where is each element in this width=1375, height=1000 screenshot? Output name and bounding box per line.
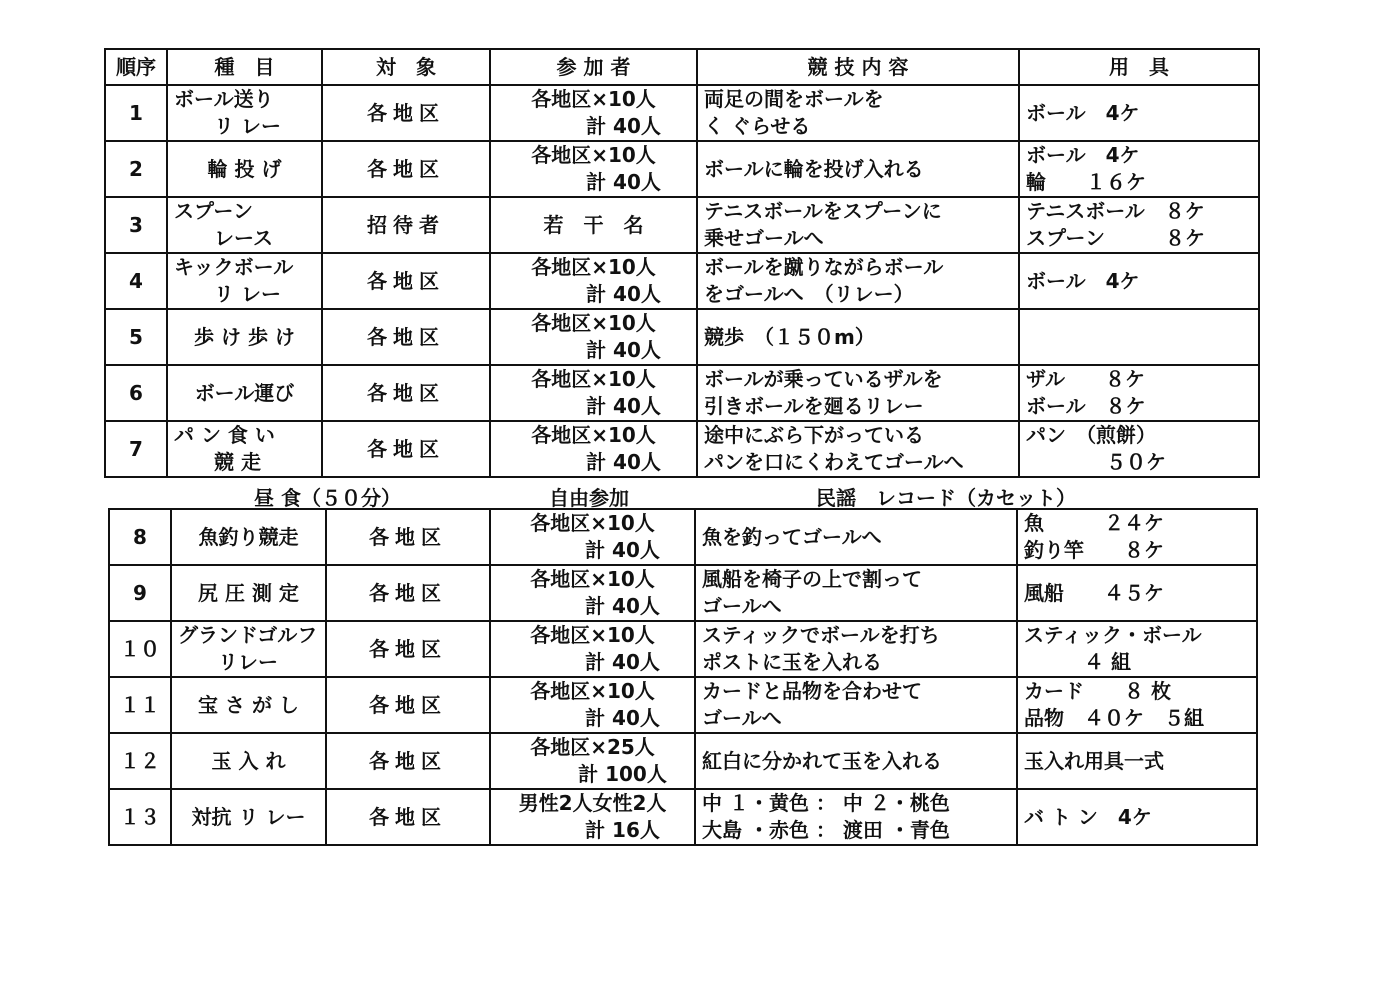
event-participants-line: 各地区×25人: [530, 735, 655, 759]
event-number-line: 5: [129, 324, 143, 349]
free-participation-label: 自由参加: [549, 486, 629, 510]
event-content: [695, 677, 1017, 733]
event-content-line: 紅白に分かれて玉を入れる: [702, 748, 942, 773]
event-equipment-line: ボール 4ケ: [1026, 100, 1140, 125]
event-name: [167, 365, 322, 421]
event-target-line: 各地区: [369, 804, 447, 829]
event-name: [171, 677, 326, 733]
event-number-line: １０: [120, 636, 160, 661]
header-order: 順序: [105, 49, 167, 85]
event-name-line: グランドゴルフ: [178, 623, 318, 647]
event-name: [171, 509, 326, 565]
event-participants: [490, 197, 697, 253]
event-target: [326, 565, 490, 621]
event-equipment-line: スプーン ８ケ: [1026, 226, 1205, 250]
event-content: [695, 733, 1017, 789]
event-content: [697, 197, 1019, 253]
event-content-line: スティックでボールを打ち: [702, 623, 940, 647]
events-table-afternoon: [108, 508, 1258, 846]
event-equipment: [1019, 197, 1259, 253]
event-participants: [490, 621, 695, 677]
event-participants: [490, 309, 697, 365]
event-content-line: 引きボールを廻るリレー: [704, 394, 924, 418]
event-target: [326, 677, 490, 733]
lunch-row: [104, 482, 1258, 508]
event-participants-line: 各地区×10人: [531, 423, 656, 447]
event-participants: [490, 677, 695, 733]
event-target: [326, 789, 490, 845]
event-number: [105, 309, 167, 365]
event-equipment: [1019, 309, 1259, 365]
event-target-line: 各地区: [367, 100, 445, 125]
event-content-line: ボールが乗っているザルを: [704, 367, 943, 391]
event-number: [109, 565, 171, 621]
event-equipment-line: 品物 ４０ケ ５組: [1024, 706, 1204, 730]
event-target: [326, 733, 490, 789]
event-content: [697, 365, 1019, 421]
event-content-line: 中 １・黄色 ： 中 ２・桃色: [702, 791, 950, 815]
event-name-line: 対抗 リ レー: [191, 804, 306, 829]
event-participants-line: 計 100人: [578, 762, 667, 786]
event-target: [326, 621, 490, 677]
event-equipment: [1019, 85, 1259, 141]
event-participants-line: 各地区×10人: [531, 255, 656, 279]
event-content-line: カードと品物を合わせて: [702, 679, 922, 703]
event-name-line: リ レー: [214, 282, 281, 306]
event-name-line: リ レー: [214, 114, 281, 138]
event-target-line: 各地区: [367, 156, 445, 181]
event-participants: [490, 365, 697, 421]
table-row: [105, 421, 1259, 477]
event-equipment: [1017, 565, 1257, 621]
event-name-line: 輪 投 げ: [207, 156, 282, 181]
event-number: [105, 197, 167, 253]
event-equipment: [1017, 509, 1257, 565]
event-name: [171, 733, 326, 789]
table-row: [105, 253, 1259, 309]
event-name: [171, 565, 326, 621]
event-content-line: テニスボールをスプーンに: [704, 199, 942, 223]
event-equipment: [1019, 253, 1259, 309]
event-equipment: [1019, 141, 1259, 197]
table-row: [105, 197, 1259, 253]
table-row: [109, 733, 1257, 789]
event-content-line: ポストに玉を入れる: [702, 650, 882, 674]
event-equipment-line: ボール 4ケ: [1026, 268, 1140, 293]
event-target-line: 各地区: [369, 692, 447, 717]
event-content: [695, 621, 1017, 677]
event-name: [167, 309, 322, 365]
table-row: [109, 677, 1257, 733]
event-name-line: 魚釣り競走: [198, 524, 299, 549]
table-row: [109, 621, 1257, 677]
event-equipment: [1019, 365, 1259, 421]
table-row: [105, 309, 1259, 365]
event-name: [171, 789, 326, 845]
event-target: [322, 421, 490, 477]
event-participants: [490, 253, 697, 309]
event-target-line: 各地区: [367, 380, 445, 405]
event-target: [322, 309, 490, 365]
event-participants-line: 計 40人: [585, 594, 660, 618]
event-number-line: １３: [120, 804, 160, 829]
event-content: [697, 141, 1019, 197]
event-equipment-line: カード ８ 枚: [1024, 679, 1171, 703]
event-content-line: ボールに輪を投げ入れる: [704, 156, 924, 181]
event-content-line: 風船を椅子の上で割って: [702, 567, 922, 591]
event-number: [105, 365, 167, 421]
event-target: [326, 509, 490, 565]
event-equipment-line: テニスボール ８ケ: [1026, 199, 1205, 223]
event-name: [167, 197, 322, 253]
event-participants-line: 各地区×10人: [531, 367, 656, 391]
event-number: [109, 677, 171, 733]
table-row: [109, 509, 1257, 565]
event-target: [322, 141, 490, 197]
event-participants-line: 計 40人: [585, 706, 660, 730]
event-target: [322, 85, 490, 141]
event-name: [167, 253, 322, 309]
event-content-line: ゴールへ: [702, 706, 782, 730]
event-equipment-line: ザル ８ケ: [1026, 367, 1145, 391]
event-target-line: 各地区: [367, 436, 445, 461]
event-number: [105, 85, 167, 141]
event-equipment: [1017, 733, 1257, 789]
event-name-line: ボール送り: [174, 87, 274, 111]
event-participants: [490, 733, 695, 789]
event-participants-line: 計 16人: [585, 818, 660, 842]
event-name: [167, 141, 322, 197]
event-content-line: パンを口にくわえてゴールへ: [704, 450, 964, 474]
folk-music-label: 民謡 レコード（カセット）: [816, 486, 1076, 510]
event-participants: [490, 141, 697, 197]
event-participants-line: 計 40人: [586, 338, 661, 362]
event-participants-line: 計 40人: [586, 450, 661, 474]
event-number-line: １２: [120, 748, 160, 773]
event-equipment-line: 玉入れ用具一式: [1024, 748, 1164, 773]
events-table-morning: [104, 48, 1260, 478]
event-name-line: リレー: [218, 650, 278, 674]
header-participants: 参 加 者: [490, 49, 697, 85]
event-content: [697, 421, 1019, 477]
event-equipment-line: 釣り竿 ８ケ: [1024, 538, 1164, 562]
event-participants-line: 各地区×10人: [530, 623, 655, 647]
event-participants: [490, 421, 697, 477]
header-event: 種 目: [167, 49, 322, 85]
event-name-line: 玉 入 れ: [211, 748, 286, 773]
event-name-line: キックボール: [174, 255, 294, 279]
header-target: 対 象: [322, 49, 490, 85]
event-number: [109, 789, 171, 845]
event-target-line: 各地区: [367, 268, 445, 293]
event-equipment-line: パン （煎餅）: [1026, 423, 1156, 447]
event-content-line: 魚を釣ってゴールへ: [702, 524, 882, 549]
event-name-line: 尻 圧 測 定: [198, 580, 299, 605]
event-target-line: 各地区: [369, 580, 447, 605]
event-target: [322, 365, 490, 421]
event-name-line: 宝 さ が し: [198, 692, 299, 717]
event-content: [697, 85, 1019, 141]
event-participants-line: 各地区×10人: [530, 511, 655, 535]
event-number: [105, 141, 167, 197]
event-number-line: 4: [129, 268, 143, 293]
event-participants-line: 計 40人: [585, 650, 660, 674]
event-content-line: 大島 ・赤色 ： 渡田 ・青色: [702, 818, 950, 842]
event-number-line: 7: [129, 436, 143, 461]
event-content-line: 途中にぶら下がっている: [704, 423, 924, 447]
event-number: [105, 253, 167, 309]
event-number-line: 8: [133, 524, 147, 549]
event-content-line: 乗せゴールへ: [704, 226, 824, 250]
event-participants-line: 各地区×10人: [531, 311, 656, 335]
event-number: [109, 509, 171, 565]
event-content-line: ゴールへ: [702, 594, 782, 618]
event-number: [109, 733, 171, 789]
event-name-line: 競 走: [214, 450, 261, 474]
event-participants-line: 計 40人: [586, 394, 661, 418]
event-number-line: 6: [129, 380, 143, 405]
event-equipment-line: 風船 ４５ケ: [1024, 580, 1164, 605]
event-participants-line: 若 干 名: [543, 212, 644, 237]
event-target: [322, 253, 490, 309]
event-name: [171, 621, 326, 677]
event-target-line: 各地区: [367, 324, 445, 349]
event-participants: [490, 509, 695, 565]
table-row: [105, 141, 1259, 197]
event-participants-line: 計 40人: [586, 170, 661, 194]
event-content: [695, 565, 1017, 621]
event-number-line: 2: [129, 156, 143, 181]
event-participants: [490, 85, 697, 141]
event-participants-line: 各地区×10人: [530, 679, 655, 703]
event-target-line: 招待者: [367, 212, 445, 237]
table-row: [109, 565, 1257, 621]
event-equipment: [1017, 677, 1257, 733]
event-equipment-line: 輪 １６ケ: [1026, 170, 1146, 194]
event-participants-line: 各地区×10人: [530, 567, 655, 591]
event-name-line: 歩 け 歩 け: [194, 324, 295, 349]
event-number: [105, 421, 167, 477]
event-target-line: 各地区: [369, 524, 447, 549]
event-participants-line: 各地区×10人: [531, 143, 656, 167]
event-participants: [490, 565, 695, 621]
event-target: [322, 197, 490, 253]
event-equipment-line: 魚 ２４ケ: [1024, 511, 1164, 535]
event-content-line: 両足の間をボールを: [704, 87, 884, 111]
event-equipment-line: ５０ケ: [1026, 450, 1166, 474]
event-equipment: [1017, 789, 1257, 845]
event-content-line: をゴールへ （リレー）: [704, 282, 914, 306]
event-participants-line: 男性2人女性2人: [518, 791, 667, 815]
header-content: 競 技 内 容: [697, 49, 1019, 85]
table-row: [105, 365, 1259, 421]
event-number-line: １１: [120, 692, 160, 717]
event-content-line: く ぐらせる: [704, 114, 811, 138]
event-equipment-line: ボール ８ケ: [1026, 394, 1146, 418]
event-number-line: 9: [133, 580, 147, 605]
event-number-line: 1: [129, 100, 143, 125]
event-name: [167, 85, 322, 141]
event-name-line: スプーン: [174, 199, 253, 223]
event-participants-line: 計 40人: [586, 282, 661, 306]
event-target-line: 各地区: [369, 748, 447, 773]
event-content: [695, 789, 1017, 845]
event-name-line: パ ン 食 い: [174, 423, 275, 447]
event-equipment: [1017, 621, 1257, 677]
table-row: [109, 789, 1257, 845]
event-equipment-line: スティック・ボール: [1024, 623, 1202, 647]
event-equipment-line: バ ト ン 4ケ: [1024, 804, 1152, 829]
event-participants-line: 計 40人: [586, 114, 661, 138]
event-name-line: レース: [214, 226, 273, 250]
lunch-break-label: 昼 食（５０分）: [254, 486, 401, 510]
event-target-line: 各地区: [369, 636, 447, 661]
event-name-line: ボール運び: [194, 380, 295, 405]
event-equipment: [1019, 421, 1259, 477]
event-participants-line: 各地区×10人: [531, 87, 656, 111]
event-name: [167, 421, 322, 477]
event-content-line: ボールを蹴りながらボール: [704, 255, 944, 279]
event-participants-line: 計 40人: [585, 538, 660, 562]
event-equipment-line: ４ 組: [1024, 650, 1131, 674]
event-number: [109, 621, 171, 677]
event-participants: [490, 789, 695, 845]
table-row: [105, 85, 1259, 141]
event-content-line: 競歩 （１５０m）: [704, 324, 875, 349]
event-equipment-line: ボール 4ケ: [1026, 143, 1140, 167]
table-header-row: [105, 49, 1259, 85]
event-number-line: 3: [129, 212, 143, 237]
event-content: [695, 509, 1017, 565]
event-content: [697, 253, 1019, 309]
header-equipment: 用 具: [1019, 49, 1259, 85]
event-content: [697, 309, 1019, 365]
